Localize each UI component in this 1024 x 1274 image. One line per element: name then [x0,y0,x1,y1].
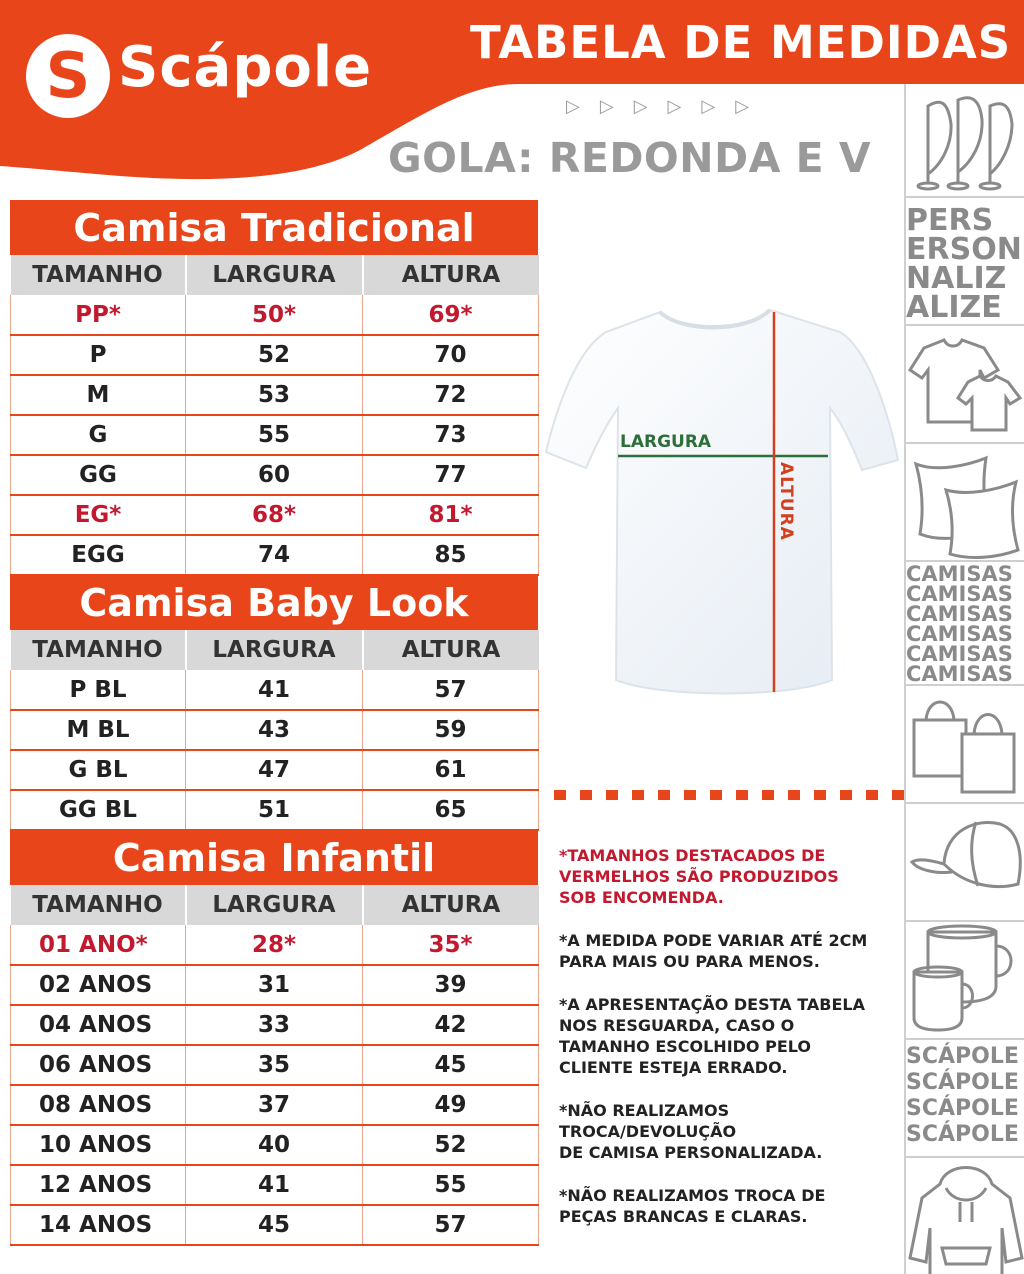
divider-dot [788,790,800,800]
strip-text-line: SCÁPOLE [906,1122,1019,1147]
strip-text-line: CAMISAS [906,642,1013,666]
altura-cell: 85 [363,535,539,575]
strip-text-line: ERSON [906,232,1022,267]
table-row [11,670,539,710]
table-row [11,1085,539,1125]
size-cell: G [11,415,186,455]
largura-cell: 35 [186,1045,363,1085]
altura-cell: 61 [363,750,539,790]
altura-cell: 49 [363,1085,539,1125]
strip-text-line: CAMISAS [906,562,1013,586]
divider-dot [840,790,852,800]
table-row [11,455,539,495]
size-cell: 04 ANOS [11,1005,186,1045]
size-table [10,885,539,1246]
scapole-text [906,1038,1024,1156]
flags-icon [906,84,1024,196]
size-cell: M [11,375,186,415]
largura-cell: 40 [186,1125,363,1165]
altura-cell: 35* [363,925,539,965]
largura-cell: 33 [186,1005,363,1045]
strip-text-line: CAMISAS [906,582,1013,606]
divider-dot [580,790,592,800]
size-cell: EG* [11,495,186,535]
strip-text-line: NALIZ [906,261,1007,296]
largura-cell: 31 [186,965,363,1005]
altura-cell: 57 [363,670,539,710]
altura-cell: 65 [363,790,539,830]
size-cell: 06 ANOS [11,1045,186,1085]
table-row [11,495,539,535]
section-title: Camisa Infantil [10,830,538,885]
divider-dot [762,790,774,800]
size-cell: GG [11,455,186,495]
strip-text-line: SCÁPOLE [906,1096,1019,1121]
strip-text-line: CAMISAS [906,602,1013,626]
size-cell: P BL [11,670,186,710]
strip-text-line: SCÁPOLE [906,1070,1019,1095]
table-row [11,1205,539,1245]
divider-dot [736,790,748,800]
size-cell: 02 ANOS [11,965,186,1005]
cap-icon [906,802,1024,920]
tshirt-diagram-icon [540,300,902,710]
column-header: ALTURA [363,630,539,670]
size-cell: GG BL [11,790,186,830]
table-row [11,375,539,415]
largura-cell: 55 [186,415,363,455]
arrow-icon: ▷ [667,96,682,117]
arrow-decoration [566,98,749,116]
column-header: ALTURA [363,255,539,295]
divider-dot [684,790,696,800]
size-table [10,630,539,831]
product-strip [904,84,1024,1274]
largura-cell: 28* [186,925,363,965]
pillows-icon [906,442,1024,560]
divider-dot [554,790,566,800]
note-item: *TAMANHOS DESTACADOS DE VERMELHOS SÃO PRODUZIDOS SOB ENCOMENDA. [559,846,839,907]
strip-text-line: CAMISAS [906,662,1013,684]
notes-list [559,845,901,1249]
table-row [11,965,539,1005]
altura-cell: 59 [363,710,539,750]
altura-cell: 70 [363,335,539,375]
largura-label: LARGURA [620,432,712,452]
table-row [11,295,539,335]
dotted-divider [554,790,904,800]
column-header: LARGURA [186,630,363,670]
altura-label: ALTURA [776,462,796,541]
size-cell: M BL [11,710,186,750]
divider-dot [606,790,618,800]
strip-text-line: CAMISAS [906,622,1013,646]
brand-logo-mark: S [45,39,91,112]
strip-text-line: ALIZE [906,290,1002,324]
table-row [11,790,539,830]
note-item: *NÃO REALIZAMOS TROCA/DEVOLUÇÃO DE CAMISA PERSONALIZADA. [559,1101,823,1162]
size-cell: 14 ANOS [11,1205,186,1245]
largura-cell: 41 [186,670,363,710]
largura-cell: 53 [186,375,363,415]
largura-cell: 50* [186,295,363,335]
arrow-icon: ▷ [566,96,580,117]
table-row [11,710,539,750]
arrow-icon: ▷ [701,96,716,117]
table-babylook [10,575,538,831]
table-row [11,335,539,375]
column-header: TAMANHO [11,885,186,925]
altura-cell: 55 [363,1165,539,1205]
column-header: LARGURA [186,885,363,925]
size-table [10,255,539,576]
column-header: LARGURA [186,255,363,295]
table-row [11,1165,539,1205]
arrow-icon: ▷ [599,96,614,117]
largura-cell: 43 [186,710,363,750]
size-cell: G BL [11,750,186,790]
altura-cell: 52 [363,1125,539,1165]
section-title: Camisa Baby Look [10,575,538,630]
camisas-text [906,560,1024,684]
largura-cell: 52 [186,335,363,375]
tshirts-icon [906,324,1024,442]
table-row [11,535,539,575]
brand-logo [26,34,110,118]
divider-dot [632,790,644,800]
table-row [11,1125,539,1165]
largura-cell: 74 [186,535,363,575]
size-cell: P [11,335,186,375]
column-header: TAMANHO [11,255,186,295]
column-header: TAMANHO [11,630,186,670]
largura-cell: 47 [186,750,363,790]
divider-dot [658,790,670,800]
altura-cell: 81* [363,495,539,535]
altura-cell: 45 [363,1045,539,1085]
largura-cell: 51 [186,790,363,830]
tote-bags-icon [906,684,1024,802]
largura-cell: 68* [186,495,363,535]
strip-text-line: PERS [906,203,994,238]
divider-dot [814,790,826,800]
page-title: TABELA DE MEDIDAS [470,16,1012,69]
altura-cell: 42 [363,1005,539,1045]
divider-dot [710,790,722,800]
table-infantil [10,830,538,1246]
hoodie-icon [906,1156,1024,1274]
altura-cell: 57 [363,1205,539,1245]
table-row [11,925,539,965]
largura-cell: 37 [186,1085,363,1125]
table-tradicional [10,200,538,576]
altura-cell: 69* [363,295,539,335]
divider-dot [866,790,878,800]
note-item: *A MEDIDA PODE VARIAR ATÉ 2CM PARA MAIS OU PARA MENOS. [559,931,868,971]
personalize-text [906,196,1024,324]
altura-cell: 72 [363,375,539,415]
column-header: ALTURA [363,885,539,925]
table-row [11,1045,539,1085]
largura-cell: 45 [186,1205,363,1245]
size-cell: 10 ANOS [11,1125,186,1165]
altura-cell: 77 [363,455,539,495]
table-row [11,415,539,455]
arrow-icon: ▷ [633,96,648,117]
largura-cell: 41 [186,1165,363,1205]
altura-cell: 39 [363,965,539,1005]
note-item: *NÃO REALIZAMOS TROCA DE PEÇAS BRANCAS E CLARAS. [559,1186,826,1226]
page-subtitle: GOLA: REDONDA E V [388,134,872,182]
size-cell: PP* [11,295,186,335]
size-cell: 08 ANOS [11,1085,186,1125]
size-cell: 01 ANO* [11,925,186,965]
size-cell: EGG [11,535,186,575]
brand-name: Scápole [118,35,373,100]
section-title: Camisa Tradicional [10,200,538,255]
table-row [11,1005,539,1045]
table-row [11,750,539,790]
size-cell: 12 ANOS [11,1165,186,1205]
altura-cell: 73 [363,415,539,455]
mugs-icon [906,920,1024,1038]
divider-dot [892,790,904,800]
arrow-icon: ▷ [735,96,750,117]
note-item: *A APRESENTAÇÃO DESTA TABELA NOS RESGUARDA, CASO O TAMANHO ESCOLHIDO PELO CLIENTE ESTEJA ERRADO. [559,995,865,1077]
largura-cell: 60 [186,455,363,495]
strip-text-line: SCÁPOLE [906,1044,1019,1069]
